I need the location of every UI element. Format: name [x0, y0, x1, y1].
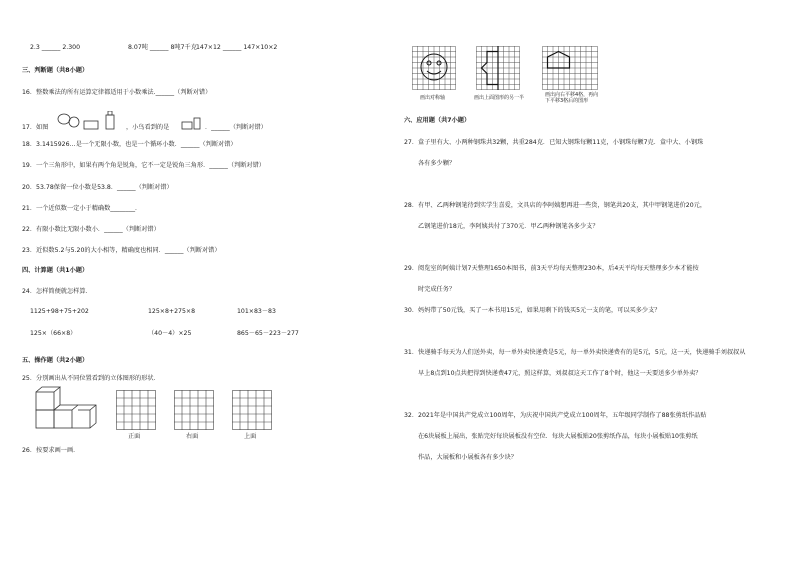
- question-32-line2: 在6块展板上展出，张贴完好每块展板没有空位．每块大展板贴20张剪纸作品，每块小展板贴10张剪纸: [418, 433, 698, 440]
- question-29-line2: 时完成任务？: [418, 286, 456, 293]
- calc-item: 101×83－83: [237, 308, 276, 315]
- question-27-line1: 27．盒子里有大、小两种钢珠共32颗，共重284克．已知大钢珠每颗11克，小钢珠每颗7克．盒中大、小钢珠: [404, 139, 704, 146]
- compare-row-1: 2.3 ______ 2.300: [30, 44, 81, 51]
- caption-translate: 画出向右平移4格，再向下平移3格后的图形: [545, 92, 599, 104]
- front-view-grid: [116, 390, 156, 430]
- question-29-line1: 29．阅览室的阿姨计划7天整理1650本图书，前3天平均每天整理230本，后4天平均每天整理多少本才能按: [404, 265, 699, 272]
- calc-item: 125×（66×8）: [30, 330, 77, 337]
- calc-item: 1125+98+75+202: [30, 308, 89, 315]
- question-23: 23．近似数5.2与5.20的大小相等，精确度也相同．______（判断对错）: [22, 247, 221, 254]
- calc-item: 125×8+275×8: [148, 308, 196, 315]
- section-5-title: 五、操作题（共2小题）: [22, 357, 89, 364]
- caption-symmetry: 画出对称轴: [420, 95, 446, 101]
- question-20: 20．53.78保留一位小数是53.8．______（判断对错）: [22, 184, 173, 191]
- question-31-line2: 早上8点到10点共把得到快递费47元，照这样算，刘叔叔这天工作了8个时，他这一天要送多少单外卖？: [418, 370, 702, 377]
- compare-row-3: 147×12 ______ 147×10×2: [196, 44, 278, 51]
- question-26: 26．按要求画一画．: [22, 447, 80, 454]
- question-27-line2: 各有多少颗？: [418, 160, 456, 167]
- view-label-right: 右面: [186, 433, 199, 440]
- view-label-front: 正面: [128, 433, 141, 440]
- question-28-line1: 28．有甲、乙两种钢笔待到实学生喜爱，文具店的李阿姨想再进一些货，钢笔共20支，其中甲钢笔进价20元，: [404, 202, 707, 209]
- question-17-a: 17．如图: [22, 124, 49, 131]
- question-19: 19．一个三角形中，如果有两个角是锐角，它不一定是锐角三角形．______（判断对错）: [22, 162, 265, 169]
- question-16: 16．整数乘法的所有运算定律都适用于小数乘法.______（判断对错）: [22, 89, 212, 96]
- question-22: 22．有限小数比无限小数小．______（判断对错）: [22, 226, 160, 233]
- question-17-c: ．______（判断对错）: [205, 124, 267, 131]
- section-3-title: 三、判断题（共8小题）: [22, 67, 89, 74]
- compare-row-2: 8.07吨 ______ 8吨7千克: [128, 44, 197, 51]
- question-25: 25．分别画出从不同位置看到的立体图形的形状．: [22, 375, 160, 382]
- question-17-b: ，小鸟看到的是: [126, 124, 170, 131]
- top-view-grid: [232, 390, 272, 430]
- question-18: 18．3.1415926…是一个无限小数，也是一个循环小数．______（判断对错）: [22, 141, 237, 148]
- section-4-title: 四、计算题（共1小题）: [22, 267, 89, 274]
- cube-stack-figure: [34, 386, 102, 434]
- question-32-line3: 作品，大展板和小展板各有多少块？: [418, 454, 517, 461]
- calc-item: （40－4）×25: [148, 330, 192, 337]
- bird-view-image: [180, 116, 204, 130]
- right-view-grid: [174, 390, 214, 430]
- question-32-line1: 32．2021年是中国共产党成立100周年，为庆祝中国共产党成立100周年，五年级同学制作了88张剪纸作品贴: [404, 412, 707, 419]
- question-30: 30．妈妈带了50元钱，买了一本书用15元，如果用剩下的钱买5元一支的笔，可以买多少支？: [404, 307, 661, 314]
- view-label-top: 上面: [244, 433, 257, 440]
- translate-grid: [542, 46, 598, 90]
- question-24: 24．怎样简便就怎样算．: [22, 288, 92, 295]
- half-shape-grid: [476, 46, 520, 90]
- question-28-line2: 乙钢笔进价18元，李阿姨共付了370元．甲乙两种钢笔各多少支？: [418, 223, 599, 230]
- question-31-line1: 31．快递骑手每天为人们送外卖，每一单外卖快递费是5元，每一单外卖快递费有的是5元，5元，这一天，快递骑手刘叔叔从: [404, 349, 746, 356]
- question-21: 21．一个近似数一定小于精确数________．: [22, 205, 142, 212]
- caption-half: 画出上面图形的另一半: [474, 95, 525, 101]
- section-6-title: 六、应用题（共7小题）: [404, 117, 471, 124]
- bird-objects-image: [50, 111, 122, 133]
- smiley-grid: [412, 46, 456, 90]
- calc-item: 865－65－223－277: [237, 330, 299, 337]
